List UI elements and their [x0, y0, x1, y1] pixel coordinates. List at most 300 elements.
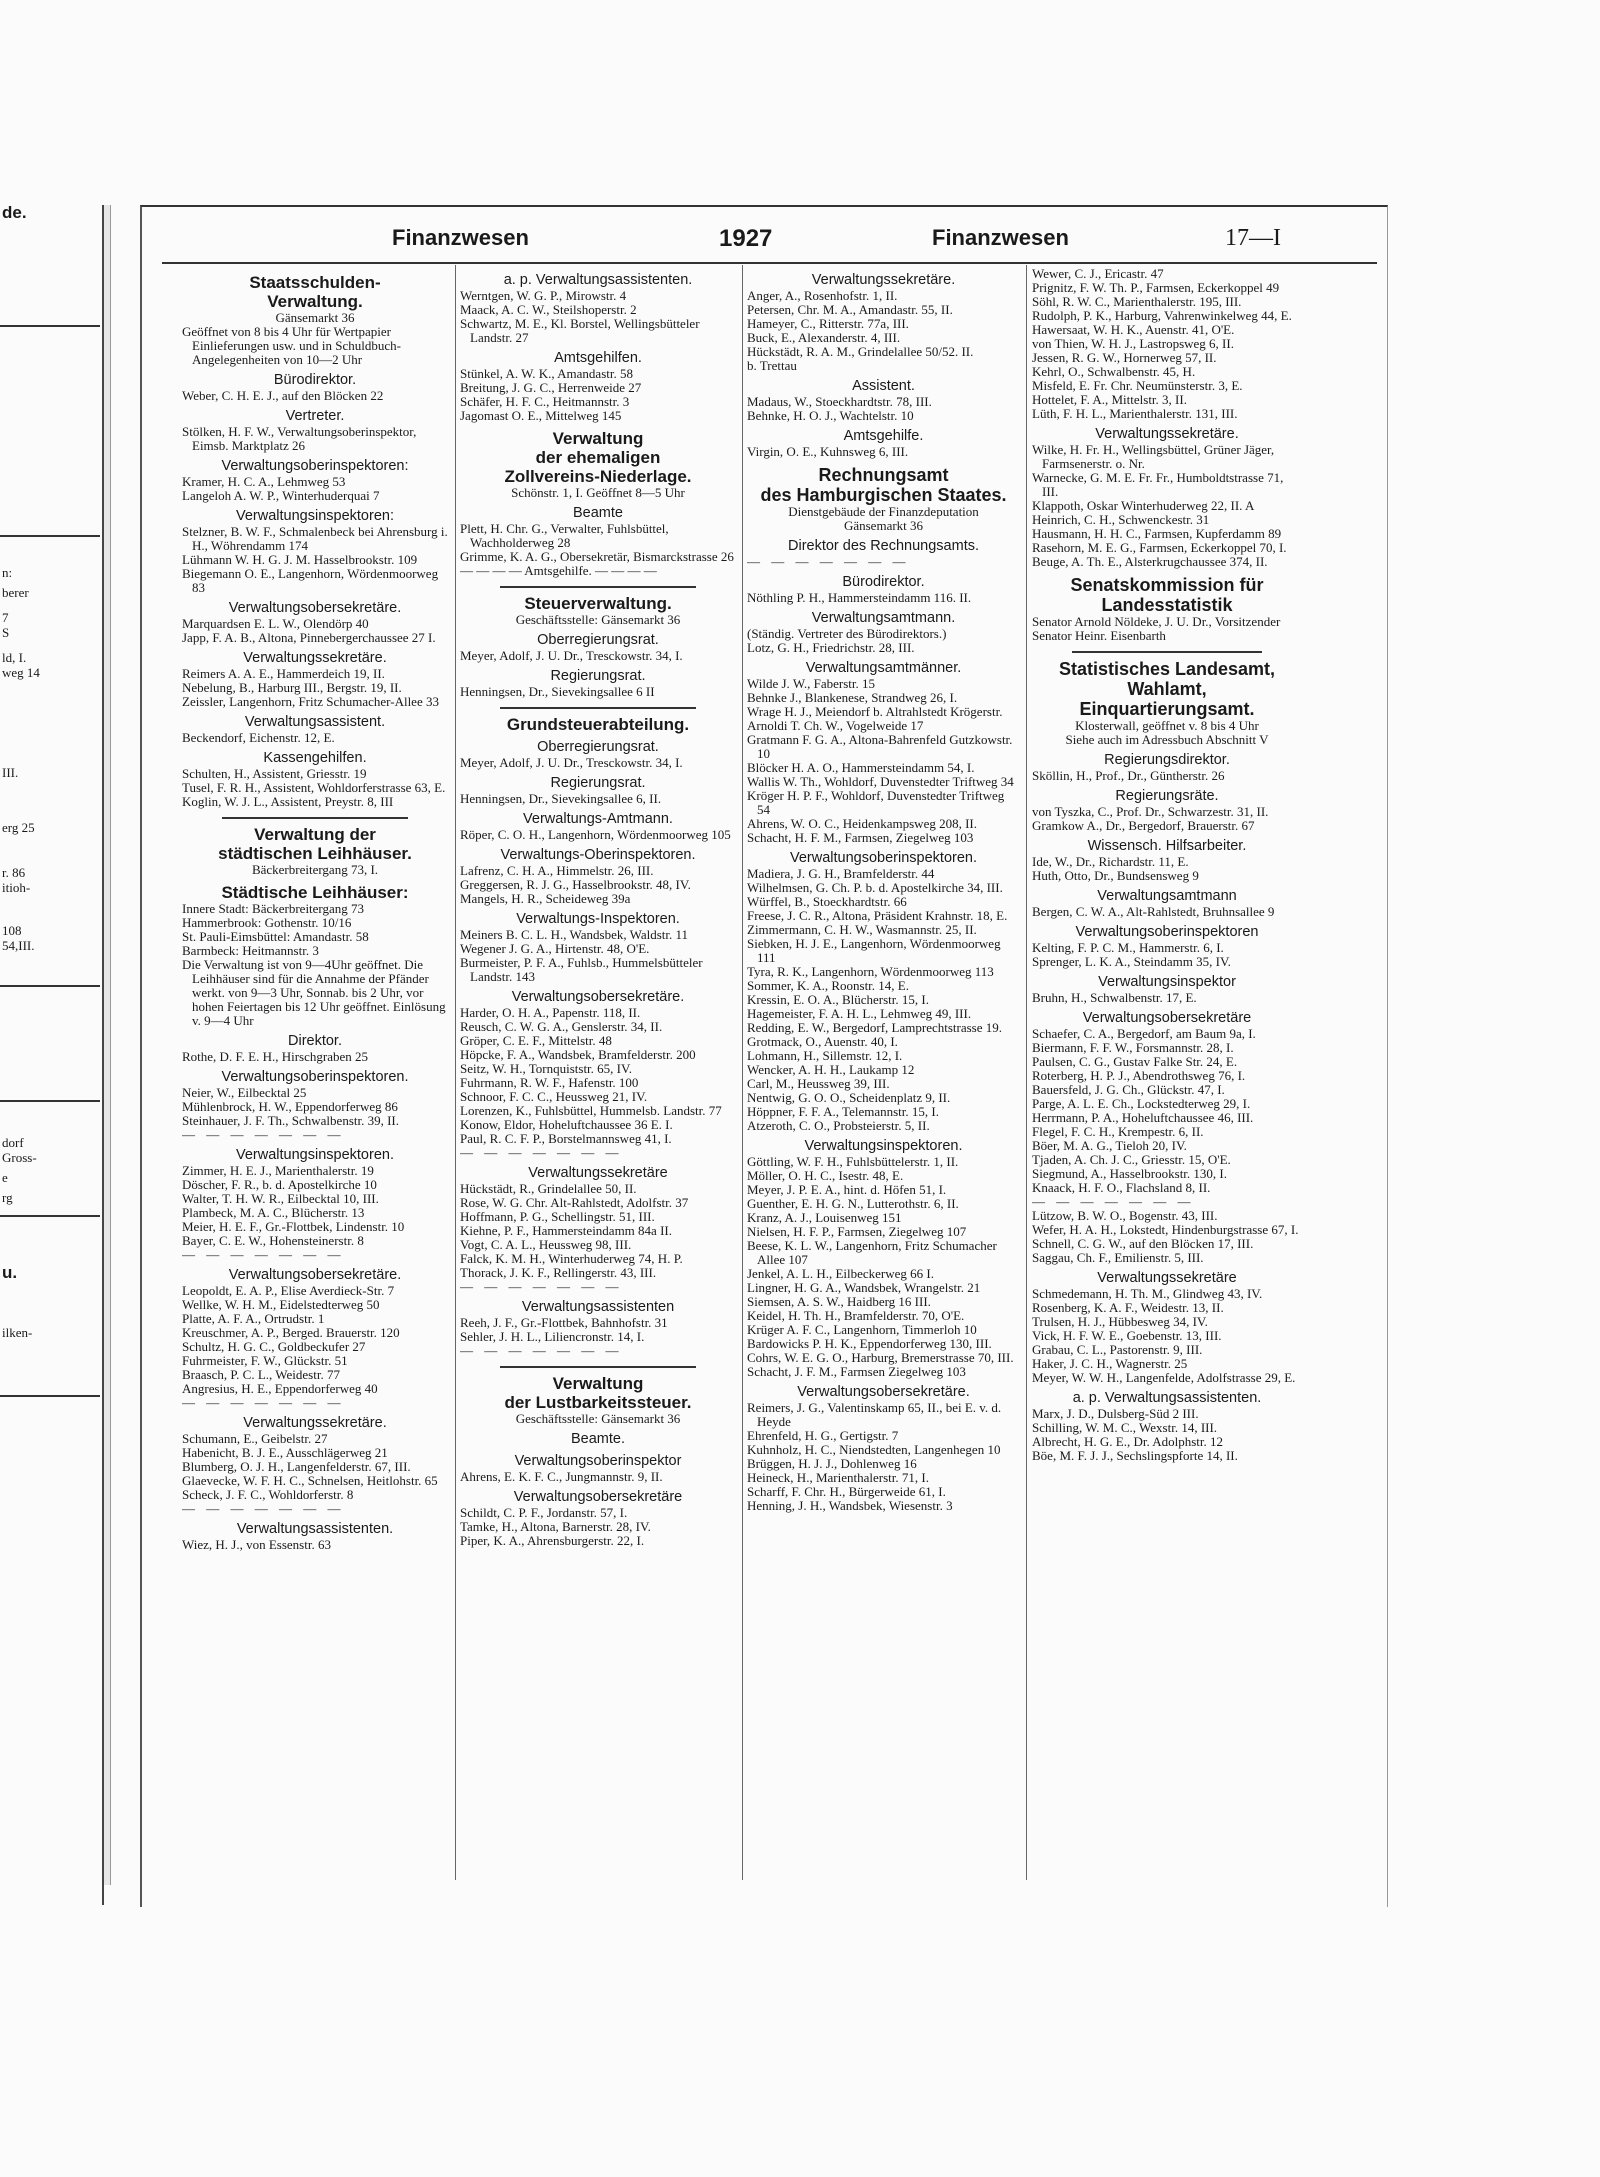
directory-entry: Wiez, H. J., von Essenstr. 63 [182, 1537, 331, 1552]
directory-entry: Habenicht, B. J. E., Ausschlägerweg 21 [182, 1445, 388, 1460]
directory-entry: Stünkel, A. W. K., Amandastr. 58 [460, 366, 633, 381]
directory-entry: Kressin, E. O. A., Blücherstr. 15, I. [747, 992, 929, 1007]
section-title: Grundsteuerabteilung. [506, 715, 690, 734]
directory-entry: Braasch, P. C. L., Weidestr. 77 [182, 1367, 340, 1382]
directory-entry: Konow, Eldor, Hoheluftchaussee 36 E. I. [460, 1117, 673, 1132]
previous-page-text: III. [2, 765, 19, 780]
directory-entry: Warnecke, G. M. E. Fr. Fr., Humboldtstrasse 71, III. [1032, 470, 1284, 499]
directory-entry: Maack, A. C. W., Steilshoperstr. 2 [460, 302, 637, 317]
section-rule [500, 707, 696, 709]
directory-entry: Biegemann O. E., Langenhorn, Wördenmoorweg 83 [182, 566, 439, 595]
section-heading: Verwaltungs-Inspektoren. [516, 911, 680, 927]
previous-page-text: e [2, 1170, 8, 1185]
directory-entry: Meier, H. E. F., Gr.-Flottbek, Lindenstr. 10 [182, 1219, 405, 1234]
directory-entry: Albrecht, H. G. E., Dr. Adolphstr. 12 [1032, 1434, 1224, 1449]
directory-entry: Guenther, E. H. G. N., Lutterothstr. 6, II. [747, 1196, 959, 1211]
directory-entry: Knaack, H. F. O., Flachsland 8, II. [1032, 1180, 1211, 1195]
section-subline: Siehe auch im Adressbuch Abschnitt V [1065, 732, 1269, 747]
directory-entry: Ide, W., Dr., Richardstr. 11, E. [1032, 854, 1189, 869]
directory-entry: Wefer, H. A. H., Lokstedt, Hindenburgstrasse 67, I. [1032, 1222, 1299, 1237]
directory-entry: Marx, J. D., Dulsberg-Süd 2 III. [1032, 1406, 1199, 1421]
directory-entry: Bruhn, H., Schwalbenstr. 17, E. [1032, 990, 1197, 1005]
directory-entry: Harder, O. H. A., Papenstr. 118, II. [460, 1005, 641, 1020]
previous-page-text: rg [2, 1190, 13, 1205]
directory-entry: Mangels, H. R., Scheideweg 39a [460, 891, 631, 906]
directory-entry: Geöffnet von 8 bis 4 Uhr für Wertpapier Einlieferungen usw. und in Schuldbuch-Angelegenheiten von 10—2 Uhr [182, 324, 401, 367]
section-title: Senatskommission für Landesstatistik [1070, 575, 1264, 615]
directory-entry: Paul, R. C. F. P., Borstelmannsweg 41, I. [460, 1131, 672, 1146]
directory-entry: Tamke, H., Altona, Barnerstr. 28, IV. [460, 1519, 651, 1534]
directory-entry: Hückstädt, R. A. M., Grindelallee 50/52. II. [747, 344, 974, 359]
directory-entry: (Ständig. Vertreter des Bürodirektors.) [747, 626, 947, 641]
directory-entry: Blöcker H. A. O., Hammersteindamm 54, I. [747, 760, 975, 775]
directory-entry: Mühlenbrock, H. W., Eppendorferweg 86 [182, 1099, 398, 1114]
directory-entry: Schacht, J. F. M., Farmsen Ziegelweg 103 [747, 1364, 966, 1379]
directory-entry: Beese, K. L. W., Langenhorn, Fritz Schumacher Allee 107 [747, 1238, 997, 1267]
section-heading: Regierungsrat. [550, 775, 646, 791]
column-rule [1026, 265, 1027, 1880]
directory-entry: Kröger H. P. F., Wohldorf, Duvenstedter Triftweg 54 [747, 788, 1005, 817]
directory-entry: Hoffmann, P. G., Schellingstr. 51, III. [460, 1209, 655, 1224]
column-rule [742, 265, 743, 1880]
directory-entry: Steinhauer, J. F. Th., Schwalbenstr. 39, II. [182, 1113, 400, 1128]
section-subline: Dienstgebäude der Finanzdeputation [788, 504, 979, 519]
section-heading: Verwaltungssekretäre. [1095, 426, 1239, 442]
directory-entry: Beckendorf, Eichenstr. 12, E. [182, 730, 335, 745]
section-heading: Bürodirektor. [273, 372, 357, 388]
section-heading: Oberregierungsrat. [537, 632, 659, 648]
directory-entry: Siemsen, A. S. W., Haidberg 16 III. [747, 1294, 931, 1309]
section-subline: Schönstr. 1, I. Geöffnet 8—5 Uhr [511, 485, 685, 500]
previous-page-rule [0, 985, 100, 987]
previous-page-text: 54,III. [2, 938, 35, 953]
directory-entry: Ehrenfeld, H. G., Gertigstr. 7 [747, 1428, 899, 1443]
directory-entry: Wilhelmsen, G. Ch. P. b. d. Apostelkirche 34, III. [747, 880, 1003, 895]
directory-entry: Neier, W., Eilbecktal 25 [182, 1085, 307, 1100]
directory-entry: Nielsen, H. F. P., Farmsen, Ziegelweg 107 [747, 1224, 967, 1239]
section-heading: Beamte [573, 505, 623, 521]
directory-entry: Barmbeck: Heitmannstr. 3 [182, 943, 319, 958]
previous-page-text: 7 [2, 610, 9, 625]
directory-entry: Nentwig, G. O. O., Scheidenplatz 9, II. [747, 1090, 951, 1105]
directory-entry: Nebelung, B., Harburg III., Bergstr. 19, II. [182, 680, 402, 695]
directory-entry: Wegener J. G. A., Hirtenstr. 48, O'E. [460, 941, 650, 956]
directory-entry: Jenkel, A. L. H., Eilbeckerweg 66 I. [747, 1266, 935, 1281]
directory-entry: Thorack, J. K. F., Rellingerstr. 43, III. [460, 1265, 657, 1280]
directory-entry: Falck, K. M. H., Winterhuderweg 74, H. P. [460, 1251, 683, 1266]
previous-page-rule [0, 1395, 100, 1397]
previous-page-rule [0, 535, 100, 537]
section-heading: Verwaltungsobersekretäre. [511, 989, 685, 1005]
directory-entry: Herrmann, P. A., Hoheluftchaussee 46, III. [1032, 1110, 1254, 1125]
previous-page-text: r. 86 [2, 865, 26, 880]
section-rule [1072, 651, 1262, 653]
column-1 [182, 267, 448, 1887]
directory-entry: Stelzner, B. W. F., Schmalenbeck bei Ahrensburg i. H., Wöhrendamm 174 [182, 524, 448, 553]
previous-page-fragment [0, 205, 104, 1905]
directory-entry: St. Pauli-Eimsbüttel: Amandastr. 58 [182, 929, 369, 944]
directory-entry: Flegel, F. C. H., Krempestr. 6, II. [1032, 1124, 1204, 1139]
directory-entry: Wallis W. Th., Wohldorf, Duvenstedter Triftweg 34 [747, 774, 1014, 789]
directory-entry: Sprenger, L. K. A., Steindamm 35, IV. [1032, 954, 1231, 969]
directory-entry: Senator Heinr. Eisenbarth [1032, 628, 1166, 643]
directory-entry: Huth, Otto, Dr., Bundsensweg 9 [1032, 868, 1199, 883]
directory-entry: Hagemeister, F. A. H. L., Lehmweg 49, III. [747, 1006, 972, 1021]
directory-entry: Walter, T. H. W. R., Eilbecktal 10, III. [182, 1191, 379, 1206]
section-title: Verwaltung der ehemaligen Zollvereins-Niederlage. [504, 429, 692, 486]
directory-entry: Böe, M. F. J. J., Sechslingspforte 14, II. [1032, 1448, 1238, 1463]
section-heading: Verwaltungsobersekretäre. [797, 1384, 970, 1400]
section-heading: Verwaltungs-Oberinspektoren. [500, 847, 696, 863]
directory-entry: Zimmer, H. E. J., Marienthalerstr. 19 [182, 1163, 374, 1178]
directory-entry: Bauersfeld, J. G. Ch., Glückstr. 47, I. [1032, 1082, 1225, 1097]
directory-entry: Kelting, F. P. C. M., Hammerstr. 6, I. [1032, 940, 1224, 955]
section-heading: Amtsgehilfen. [554, 350, 642, 366]
directory-entry: Henningsen, Dr., Sievekingsallee 6, II. [460, 791, 662, 806]
section-subline: Klosterwall, geöffnet v. 8 bis 4 Uhr [1075, 718, 1259, 733]
section-title: Rechnungsamt des Hamburgischen Staates. [760, 465, 1007, 505]
directory-entry: Gramkow A., Dr., Bergedorf, Brauerstr. 67 [1032, 818, 1255, 833]
directory-entry: Lühmann W. H. G. J. M. Hasselbrookstr. 109 [182, 552, 418, 567]
directory-entry: Reimers, J. G., Valentinskamp 65, II., bei E. v. d. Heyde [747, 1400, 1002, 1429]
directory-entry: Lohmann, H., Sillemstr. 12, I. [747, 1048, 903, 1063]
directory-entry: Kuhnholz, H. C., Niendstedten, Langenhegen 10 [747, 1442, 1001, 1457]
directory-entry: Scharff, F. Chr. H., Bürgerweide 61, I. [747, 1484, 946, 1499]
section-heading: Verwaltungssekretäre. [243, 650, 387, 666]
directory-entry: Schnoor, F. C. C., Heussweg 21, IV. [460, 1089, 648, 1104]
directory-entry: Möller, O. H. C., Isestr. 48, E. [747, 1168, 904, 1183]
directory-entry: Reeh, J. F., Gr.-Flottbek, Bahnhofstr. 31 [460, 1315, 668, 1330]
directory-entry: Sehler, J. H. L., Liliencronstr. 14, I. [460, 1329, 645, 1344]
directory-entry: Schnell, C. G. W., auf den Blöcken 17, III. [1032, 1236, 1254, 1251]
directory-entry: Wilde J. W., Faberstr. 15 [747, 676, 876, 691]
section-title: Städtische Leihhäuser: [221, 883, 409, 902]
previous-page-text: ld, I. [2, 650, 27, 665]
directory-entry: Gröper, C. E. F., Mittelstr. 48 [460, 1033, 612, 1048]
previous-page-text: dorf [2, 1135, 24, 1150]
directory-entry: Lützow, B. W. O., Bogenstr. 43, III. [1032, 1208, 1218, 1223]
dash-line: — — — — — — — [747, 554, 910, 569]
directory-entry: Breitung, J. G. C., Herrenweide 27 [460, 380, 642, 395]
directory-entry: Hawersaat, W. H. K., Auenstr. 41, O'E. [1032, 322, 1235, 337]
directory-entry: Trulsen, H. J., Hübbesweg 34, IV. [1032, 1314, 1208, 1329]
directory-entry: Paulsen, C. G., Gustav Falke Str. 24, E. [1032, 1054, 1238, 1069]
directory-entry: Reimers A. A. E., Hammerdeich 19, II. [182, 666, 385, 681]
dash-line: — — — — — — — [182, 1127, 345, 1142]
directory-entry: Meyer, W. W. H., Langenfelde, Adolfstrasse 29, E. [1032, 1370, 1296, 1385]
directory-entry: Würffel, B., Stoeckhardtstr. 66 [747, 894, 907, 909]
directory-entry: Behnke J., Blankenese, Strandweg 26, I. [747, 690, 958, 705]
previous-page-text: n: [2, 565, 13, 580]
directory-entry: Fuhrmann, R. W. F., Hafenstr. 100 [460, 1075, 639, 1090]
directory-entry: Keidel, H. Th. H., Bramfelderstr. 70, O'E. [747, 1308, 965, 1323]
directory-entry: Siegmund, A., Hasselbrookstr. 130, I. [1032, 1166, 1227, 1181]
directory-entry: Bergen, C. W. A., Alt-Rahlstedt, Bruhnsallee 9 [1032, 904, 1275, 919]
directory-entry: Hückstädt, R., Grindelallee 50, II. [460, 1181, 637, 1196]
directory-entry: Innere Stadt: Bäckerbreitergang 73 [182, 901, 365, 916]
previous-page-text: de. [2, 205, 27, 222]
section-heading: Regierungsräte. [1115, 788, 1219, 804]
directory-entry: Sköllin, H., Prof., Dr., Güntherstr. 26 [1032, 768, 1225, 783]
directory-entry: Werntgen, W. G. P., Mirowstr. 4 [460, 288, 627, 303]
directory-entry: Grabau, C. L., Pastorenstr. 9, III. [1032, 1342, 1203, 1357]
section-heading: Kassengehilfen. [263, 750, 367, 766]
directory-page [140, 205, 1388, 1907]
directory-entry: Jagomast O. E., Mittelweg 145 [460, 408, 622, 423]
directory-entry: Haker, J. C. H., Wagnerstr. 25 [1032, 1356, 1188, 1371]
directory-entry: Rosenberg, K. A. F., Weidestr. 13, II. [1032, 1300, 1224, 1315]
section-heading: Verwaltungssekretäre. [243, 1415, 387, 1431]
directory-entry: Koglin, W. J. L., Assistent, Preystr. 8, III [182, 794, 394, 809]
previous-page-text: weg 14 [2, 665, 40, 680]
directory-entry: Schilling, W. M. C., Wexstr. 14, III. [1032, 1420, 1218, 1435]
directory-entry: Lorenzen, K., Fuhlsbüttel, Hummelsb. Landstr. 77 [460, 1103, 722, 1118]
directory-entry: Senator Arnold Nöldeke, J. U. Dr., Vorsitzender [1032, 614, 1281, 629]
previous-page-text: itioh- [2, 880, 31, 895]
directory-entry: Klappoth, Oskar Winterhuderweg 22, II. A [1032, 498, 1255, 513]
directory-entry: Saggau, Ch. F., Emilienstr. 5, III. [1032, 1250, 1204, 1265]
directory-entry: Sommer, K. A., Roonstr. 14, E. [747, 978, 909, 993]
directory-entry: Prignitz, F. W. Th. P., Farmsen, Eckerkoppel 49 [1032, 280, 1280, 295]
section-heading: Verwaltungsinspektoren. [236, 1147, 394, 1163]
directory-entry: Rose, W. G. Chr. Alt-Rahlstedt, Adolfstr. 37 [460, 1195, 689, 1210]
section-subline: Geschäftsstelle: Gänsemarkt 36 [515, 1411, 681, 1426]
directory-entry: Döscher, F. R., b. d. Apostelkirche 10 [182, 1177, 377, 1192]
directory-entry: Petersen, Chr. M. A., Amandastr. 55, II. [747, 302, 953, 317]
dash-line: — — — — — — — [182, 1395, 345, 1410]
directory-entry: Leopoldt, E. A. P., Elise Averdieck-Str. 7 [182, 1283, 395, 1298]
directory-entry: Meyer, Adolf, J. U. Dr., Tresckowstr. 34, I. [460, 648, 683, 663]
directory-entry: Marquardsen E. L. W., Olendörp 40 [182, 616, 369, 631]
directory-entry: Hausmann, H. H. C., Farmsen, Kupferdamm 89 [1032, 526, 1282, 541]
directory-entry: Kreuschmer, A. P., Berged. Brauerstr. 120 [182, 1325, 400, 1340]
directory-entry: Plett, H. Chr. G., Verwalter, Fuhlsbüttel, Wachholderweg 28 [460, 521, 669, 550]
directory-entry: Langeloh A. W. P., Winterhuderquai 7 [182, 488, 380, 503]
directory-entry: Jessen, R. G. W., Hornerweg 57, II. [1032, 350, 1217, 365]
directory-entry: Röper, C. O. H., Langenhorn, Wördenmoorweg 105 [460, 827, 731, 842]
dash-line: — — — — — — — [460, 1279, 623, 1294]
directory-entry: Kranz, A. J., Louisenweg 151 [747, 1210, 902, 1225]
previous-page-text: berer [2, 585, 29, 600]
column-3 [747, 267, 1020, 1887]
column-4 [1032, 267, 1302, 1887]
directory-entry: Hameyer, C., Ritterstr. 77a, III. [747, 316, 909, 331]
section-title: Steuerverwaltung. [524, 594, 672, 613]
directory-entry: Roterberg, H. P. J., Abendrothsweg 76, I. [1032, 1068, 1246, 1083]
header-year: 1927 [719, 225, 773, 252]
section-heading: Verwaltungsamtmänner. [805, 660, 962, 676]
directory-entry: von Tyszka, C., Prof. Dr., Schwarzestr. 31, II. [1032, 804, 1269, 819]
section-heading: Verwaltungsinspektoren: [236, 508, 394, 524]
directory-entry: Rothe, D. F. E. H., Hirschgraben 25 [182, 1049, 368, 1064]
directory-entry: Seitz, W. H., Tornquiststr. 65, IV. [460, 1061, 632, 1076]
dash-line: — — — — — — — [1032, 1194, 1195, 1209]
directory-entry: Höpcke, F. A., Wandsbek, Bramfelderstr. 200 [460, 1047, 696, 1062]
directory-entry: Lafrenz, C. H. A., Himmelstr. 26, III. [460, 863, 654, 878]
directory-entry: Nöthling P. H., Hammersteindamm 116. II. [747, 590, 972, 605]
directory-entry: Buck, E., Alexanderstr. 4, III. [747, 330, 901, 345]
directory-entry: Lüth, F. H. L., Marienthalerstr. 131, III. [1032, 406, 1238, 421]
directory-entry: Virgin, O. E., Kuhnsweg 6, III. [747, 444, 909, 459]
previous-page-text: Gross- [2, 1150, 37, 1165]
directory-entry: Meiners B. C. L. H., Wandsbek, Waldstr. 11 [460, 927, 689, 942]
section-title: Verwaltung der Lustbarkeitssteuer. [504, 1374, 692, 1412]
column-2 [460, 267, 736, 1887]
directory-entry: Siebken, H. J. E., Langenhorn, Wördenmoorweg 111 [747, 936, 1001, 965]
directory-entry: Schumann, E., Geibelstr. 27 [182, 1431, 328, 1446]
directory-entry: Brüggen, H. J. J., Dohlenweg 16 [747, 1456, 917, 1471]
directory-entry: Hottelet, F. A., Mittelstr. 3, II. [1032, 392, 1187, 407]
directory-entry: Bayer, C. E. W., Hohensteinerstr. 8 [182, 1233, 364, 1248]
directory-entry: Tjaden, A. Ch. J. C., Griesstr. 15, O'E. [1032, 1152, 1231, 1167]
directory-entry: Söhl, R. W. C., Marienthalerstr. 195, III. [1032, 294, 1242, 309]
section-heading: Beamte. [571, 1431, 625, 1447]
directory-entry: Greggersen, R. J. G., Hasselbrookstr. 48, IV. [460, 877, 691, 892]
section-heading: Verwaltungsobersekretäre [513, 1489, 683, 1505]
dash-line: — — — — — — — [460, 1145, 623, 1160]
directory-entry: Carl, M., Heussweg 39, III. [747, 1076, 890, 1091]
section-title: Statistisches Landesamt, Wahlamt, Einquartierungsamt. [1058, 659, 1276, 719]
directory-entry: Stölken, H. F. W., Verwaltungsoberinspektor, Eimsb. Marktplatz 26 [182, 424, 417, 453]
section-heading: Verwaltungssekretäre [1097, 1270, 1237, 1286]
section-heading: Verwaltungsassistent. [244, 714, 386, 730]
directory-entry: Wrage H. J., Meiendorf b. Altrahlstedt Krögerstr. [747, 704, 1003, 719]
directory-entry: Rasehorn, M. E. G., Farmsen, Eckerkoppel 70, I. [1032, 540, 1287, 555]
directory-entry: Böer, M. A. G., Tieloh 20, IV. [1032, 1138, 1187, 1153]
section-heading: Verwaltungsoberinspektoren. [789, 850, 977, 866]
section-heading: Verwaltungsoberinspektor [514, 1453, 682, 1469]
directory-entry: Schmedemann, H. Th. M., Glindweg 43, IV. [1032, 1286, 1263, 1301]
directory-entry: Cohrs, W. E. G. O., Harburg, Bremerstrasse 70, III. [747, 1350, 1014, 1365]
directory-entry: Madiera, J. G. H., Bramfelderstr. 44 [747, 866, 935, 881]
header-left-title: Finanzwesen [392, 225, 529, 250]
section-heading: Verwaltungsoberinspektoren. [221, 1069, 409, 1085]
section-heading: Direktor des Rechnungsamts. [788, 538, 979, 554]
section-heading: Verwaltungsobersekretäre [1082, 1010, 1252, 1026]
directory-entry: Schwartz, M. E., Kl. Borstel, Wellingsbütteler Landstr. 27 [460, 316, 700, 345]
directory-entry: Vick, H. F. W. E., Goebenstr. 13, III. [1032, 1328, 1222, 1343]
column-rule [455, 265, 456, 1880]
section-subline: Bäckerbreitergang 73, I. [251, 862, 379, 877]
directory-entry: b. Trettau [747, 358, 797, 373]
section-heading: a. p. Verwaltungsassistenten. [503, 272, 693, 288]
section-heading: Verwaltungsassistenten. [236, 1521, 394, 1537]
section-subline: Gänsemarkt 36 [275, 310, 355, 325]
section-rule [222, 817, 408, 819]
directory-entry: Zeissler, Langenhorn, Fritz Schumacher-Allee 33 [182, 694, 439, 709]
previous-page-rule [0, 1100, 100, 1102]
section-heading: Verwaltungsoberinspektoren: [221, 458, 409, 474]
directory-entry: Arnoldi T. Ch. W., Vogelweide 17 [747, 718, 924, 733]
directory-entry: Wewer, C. J., Ericastr. 47 [1032, 267, 1164, 281]
directory-entry: Scheck, J. F. C., Wohldorferstr. 8 [182, 1487, 354, 1502]
previous-page-text: S [2, 625, 10, 640]
previous-page-text: ilken- [2, 1325, 33, 1340]
directory-entry: Gratmann F. G. A., Altona-Bahrenfeld Gutzkowstr. 10 [747, 732, 1013, 761]
directory-entry: Beuge, A. Th. E., Alsterkrugchaussee 374, II. [1032, 554, 1268, 569]
dash-line: — — — — — — — [182, 1501, 345, 1516]
directory-entry: Lotz, G. H., Friedrichstr. 28, III. [747, 640, 915, 655]
directory-entry: Höppner, F. F. A., Telemannstr. 15, I. [747, 1104, 939, 1119]
directory-entry: Parge, A. L. E. Ch., Lockstedterweg 29, I. [1032, 1096, 1251, 1111]
directory-entry: Ahrens, W. O. C., Heidenkampsweg 208, II. [747, 816, 977, 831]
section-heading: Oberregierungsrat. [537, 739, 659, 755]
directory-entry: Behnke, H. O. J., Wachtelstr. 10 [747, 408, 914, 423]
directory-entry: Wencker, A. H. H., Laukamp 12 [747, 1062, 915, 1077]
section-heading: Verwaltungsamtmann [1097, 888, 1237, 904]
header-right-title: Finanzwesen [932, 225, 1069, 250]
section-heading: Verwaltungsoberinspektoren [1075, 924, 1259, 940]
section-heading: Assistent. [852, 378, 915, 394]
directory-entry: Biermann, F. F. W., Forsmannstr. 28, I. [1032, 1040, 1234, 1055]
section-rule [500, 586, 696, 588]
directory-entry: Krüger A. F. C., Langenhorn, Timmerloh 10 [747, 1322, 977, 1337]
section-heading: Verwaltungssekretäre [528, 1165, 668, 1181]
directory-entry: Schultz, H. G. C., Goldbeckufer 27 [182, 1339, 366, 1354]
header-rule [162, 262, 1377, 264]
directory-entry: Tusel, F. R. H., Assistent, Wohldorferstrasse 63, E. [182, 780, 446, 795]
section-heading: Verwaltungsinspektoren. [804, 1138, 963, 1154]
directory-entry: Göttling, W. F. H., Fuhlsbüttelerstr. 1, II. [747, 1154, 959, 1169]
directory-entry: Schacht, H. F. M., Farmsen, Ziegelweg 103 [747, 830, 974, 845]
page-header [142, 225, 1387, 259]
directory-entry: Reusch, C. W. G. A., Genslerstr. 34, II. [460, 1019, 663, 1034]
directory-entry: Piper, K. A., Ahrensburgerstr. 22, I. [460, 1533, 645, 1548]
section-heading: Verwaltungsinspektor [1098, 974, 1236, 990]
directory-entry: Meyer, J. P. E. A., hint. d. Höfen 51, I. [747, 1182, 947, 1197]
section-rule [500, 1366, 696, 1368]
directory-entry: Heinrich, C. H., Schwenckestr. 31 [1032, 512, 1210, 527]
directory-entry: Schäfer, H. F. C., Heitmannstr. 3 [460, 394, 630, 409]
previous-page-text: erg 25 [2, 820, 35, 835]
directory-entry: Bardowicks P. H. K., Eppendorferweg 130, III. [747, 1336, 992, 1351]
section-heading: Vertreter. [285, 408, 345, 424]
section-heading: Verwaltungssekretäre. [811, 272, 956, 288]
directory-entry: Schulten, H., Assistent, Griesstr. 19 [182, 766, 367, 781]
directory-entry: Henningsen, Dr., Sievekingsallee 6 II [460, 684, 655, 699]
directory-entry: Tyra, R. K., Langenhorn, Wördenmoorweg 113 [747, 964, 994, 979]
directory-entry: Grotmack, O., Auenstr. 40, I. [747, 1034, 898, 1049]
section-title: Staatsschulden- Verwaltung. [249, 273, 381, 311]
directory-entry: Freese, J. C. R., Altona, Präsident Krahnstr. 18, E. [747, 908, 1008, 923]
directory-entry: Zimmermann, C. H. W., Wasmannstr. 25, II. [747, 922, 977, 937]
directory-entry: Henning, J. H., Wandsbek, Wiesenstr. 3 [747, 1498, 953, 1513]
section-heading: Verwaltungs-Amtmann. [523, 811, 673, 827]
directory-entry: Ahrens, E. K. F. C., Jungmannstr. 9, II. [460, 1469, 663, 1484]
previous-page-rule [0, 1215, 100, 1217]
directory-entry: Misfeld, E. Fr. Chr. Neumünsterstr. 3, E. [1032, 378, 1243, 393]
section-heading: Direktor. [288, 1033, 342, 1049]
directory-entry: Angresius, H. E., Eppendorferweg 40 [182, 1381, 378, 1396]
directory-entry: Kramer, H. C. A., Lehmweg 53 [182, 474, 346, 489]
directory-entry: Redding, E. W., Bergedorf, Lamprechtstrasse 19. [747, 1020, 1003, 1035]
section-heading: Regierungsdirektor. [1104, 752, 1230, 768]
directory-entry: Lingner, H. G. A., Wandsbek, Wrangelstr. 21 [747, 1280, 981, 1295]
directory-entry: Wilke, H. Fr. H., Wellingsbüttel, Grüner Jäger, Farmsenerstr. o. Nr. [1032, 442, 1275, 471]
section-heading: Verwaltungsobersekretäre. [228, 600, 402, 616]
directory-entry: Heineck, H., Marienthalerstr. 71, I. [747, 1470, 929, 1485]
previous-page-text: 108 [2, 923, 22, 938]
previous-page-text: u. [2, 1263, 18, 1282]
directory-entry: Kehrl, O., Schwalbenstr. 45, H. [1032, 364, 1196, 379]
section-heading: Amtsgehilfe. [843, 428, 924, 444]
section-heading: Verwaltungsassistenten [521, 1299, 675, 1315]
section-heading: Bürodirektor. [842, 574, 925, 590]
section-heading: Wissensch. Hilfsarbeiter. [1087, 838, 1247, 854]
dash-line: — — — — — — — [460, 1343, 623, 1358]
directory-entry: Schildt, C. P. F., Jordanstr. 57, I. [460, 1505, 628, 1520]
directory-entry: von Thien, W. H. J., Lastropsweg 6, II. [1032, 336, 1234, 351]
